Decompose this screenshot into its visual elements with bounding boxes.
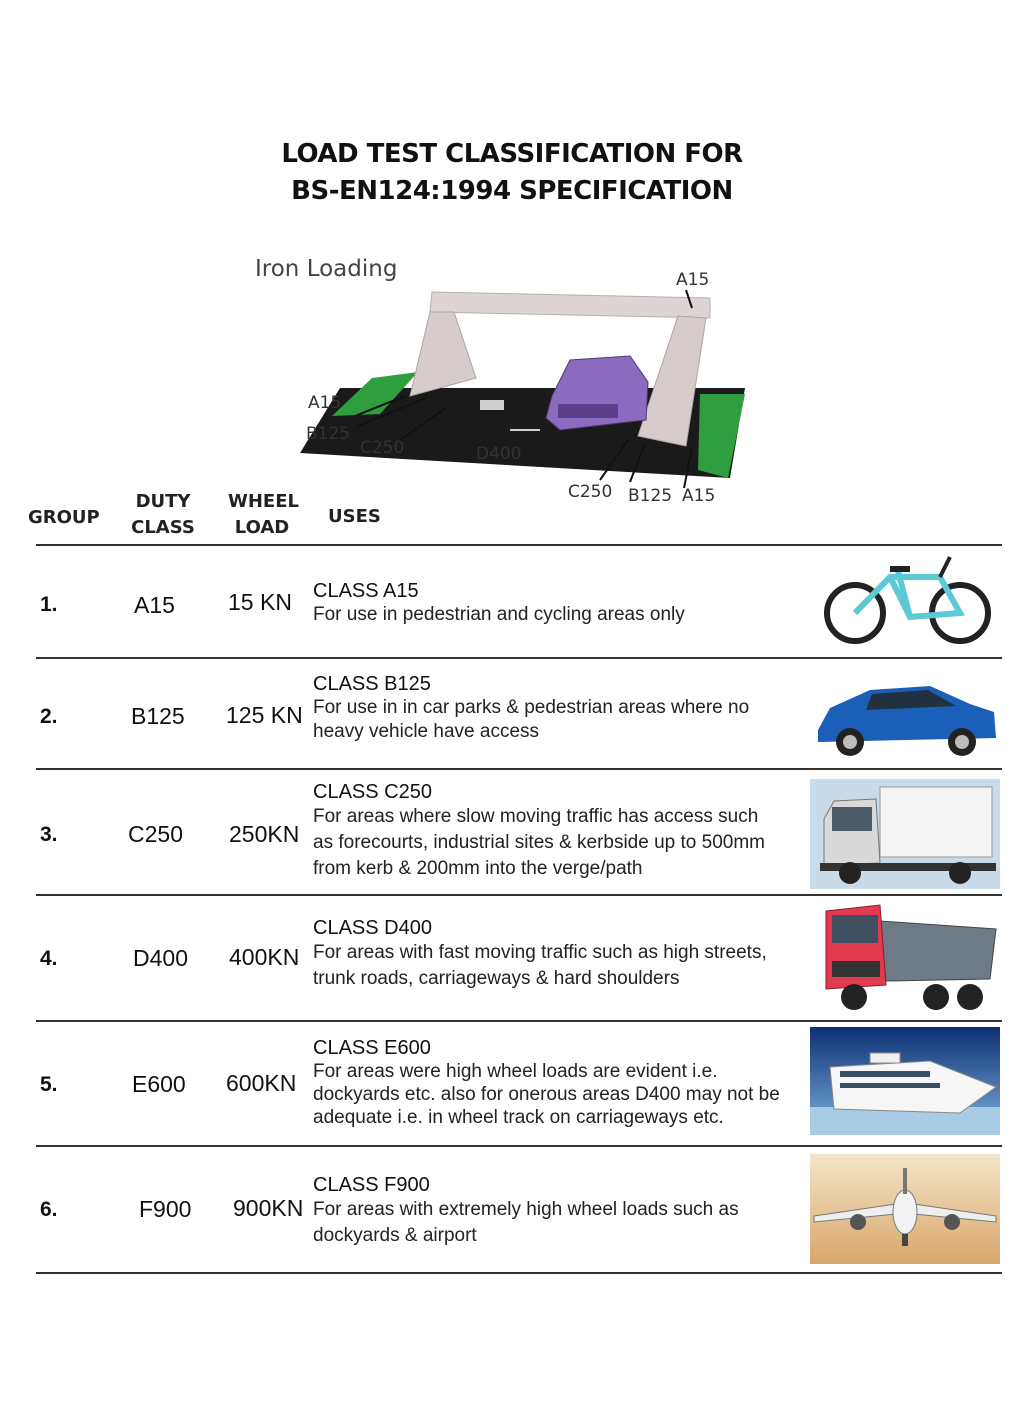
group-number: 3. (40, 823, 58, 846)
wheel-load: 400KN (229, 944, 300, 970)
class-title: CLASS A15 (313, 580, 419, 602)
label-left-b125: B125 (306, 424, 351, 444)
frame-beam (430, 292, 710, 318)
car-on-road (546, 356, 648, 430)
duty-class: F900 (139, 1196, 192, 1222)
car-image (810, 668, 1000, 764)
table-rule (36, 1020, 1002, 1022)
wheel-load: 125 KN (226, 702, 303, 728)
wheel-load: 600KN (226, 1070, 297, 1096)
table-row (36, 1023, 1002, 1145)
uses-cell (313, 580, 793, 627)
uses-cell (313, 673, 753, 744)
dump-truck-image (810, 901, 1000, 1015)
duty-class: D400 (133, 945, 188, 971)
class-description: For areas were high wheel loads are evident i.e. dockyards etc. also for onerous areas D400 may not be adequate i.e. in wheel track on carriageways etc. (313, 1061, 780, 1128)
table-rule (36, 1145, 1002, 1147)
frame-left-leg (410, 312, 476, 396)
label-left-a15: A15 (308, 393, 342, 413)
class-description: For areas where slow moving traffic has access such as forecourts, industrial sites & kerbside up to 500mm from kerb & 200mm into the verge/path (313, 806, 765, 879)
group-number: 6. (40, 1198, 58, 1221)
label-right-a15: A15 (682, 486, 716, 506)
class-description: For areas with fast moving traffic such as high streets, trunk roads, carriageways & hard shoulders (313, 942, 767, 989)
group-number: 2. (40, 705, 58, 728)
wheel-load: 900KN (233, 1195, 304, 1221)
label-center-d400: D400 (476, 444, 522, 464)
header-group: GROUP (28, 507, 100, 528)
bicycle-image (810, 547, 1000, 657)
header-wheel-load: WHEEL LOAD (228, 491, 299, 538)
class-title: CLASS B125 (313, 673, 431, 695)
iron-loading-diagram (240, 248, 760, 518)
duty-class: C250 (128, 821, 183, 847)
title-line-1: LOAD TEST CLASSIFICATION FOR (281, 139, 743, 169)
table-rule (36, 657, 1002, 659)
uses-cell (313, 781, 783, 882)
label-right-b125: B125 (628, 486, 673, 506)
page-title (0, 136, 1024, 210)
group-number: 1. (40, 593, 58, 616)
airplane-image (810, 1154, 1000, 1264)
uses-cell (313, 1037, 783, 1129)
table-rule (36, 544, 1002, 546)
diagram-caption: Iron Loading (255, 256, 398, 282)
header-uses: USES (328, 506, 381, 527)
table-row (36, 660, 1002, 768)
uses-cell (313, 1174, 763, 1249)
table-rule (36, 894, 1002, 896)
class-title: CLASS D400 (313, 917, 432, 939)
group-number: 4. (40, 947, 58, 970)
table-row (36, 1148, 1002, 1272)
wheel-load: 250KN (229, 821, 300, 847)
class-title: CLASS E600 (313, 1037, 431, 1059)
title-line-2: BS-EN124:1994 SPECIFICATION (291, 176, 733, 206)
wheel-load: 15 KN (228, 589, 292, 615)
duty-class: B125 (131, 703, 185, 729)
table-row (36, 547, 1002, 657)
car-bumper (558, 404, 618, 418)
right-verge (698, 394, 745, 478)
class-description: For areas with extremely high wheel loads such as dockyards & airport (313, 1199, 739, 1246)
ship-image (810, 1027, 1000, 1135)
label-top-a15: A15 (676, 270, 710, 290)
duty-class: A15 (134, 592, 175, 618)
table-rule (36, 768, 1002, 770)
road-marking (480, 400, 504, 410)
class-description: For use in in car parks & pedestrian areas where no heavy vehicle have access (313, 697, 750, 742)
label-left-c250: C250 (360, 438, 405, 458)
truck-image (810, 779, 1000, 889)
table-row (36, 897, 1002, 1020)
table-row (36, 771, 1002, 894)
duty-class: E600 (132, 1071, 186, 1097)
class-title: CLASS F900 (313, 1174, 430, 1196)
header-duty-class: DUTY CLASS (131, 491, 195, 538)
class-description: For use in pedestrian and cycling areas only (313, 604, 685, 625)
label-right-c250: C250 (568, 482, 613, 502)
group-number: 5. (40, 1073, 58, 1096)
class-title: CLASS C250 (313, 781, 432, 803)
uses-cell (313, 917, 773, 992)
table-rule (36, 1272, 1002, 1274)
